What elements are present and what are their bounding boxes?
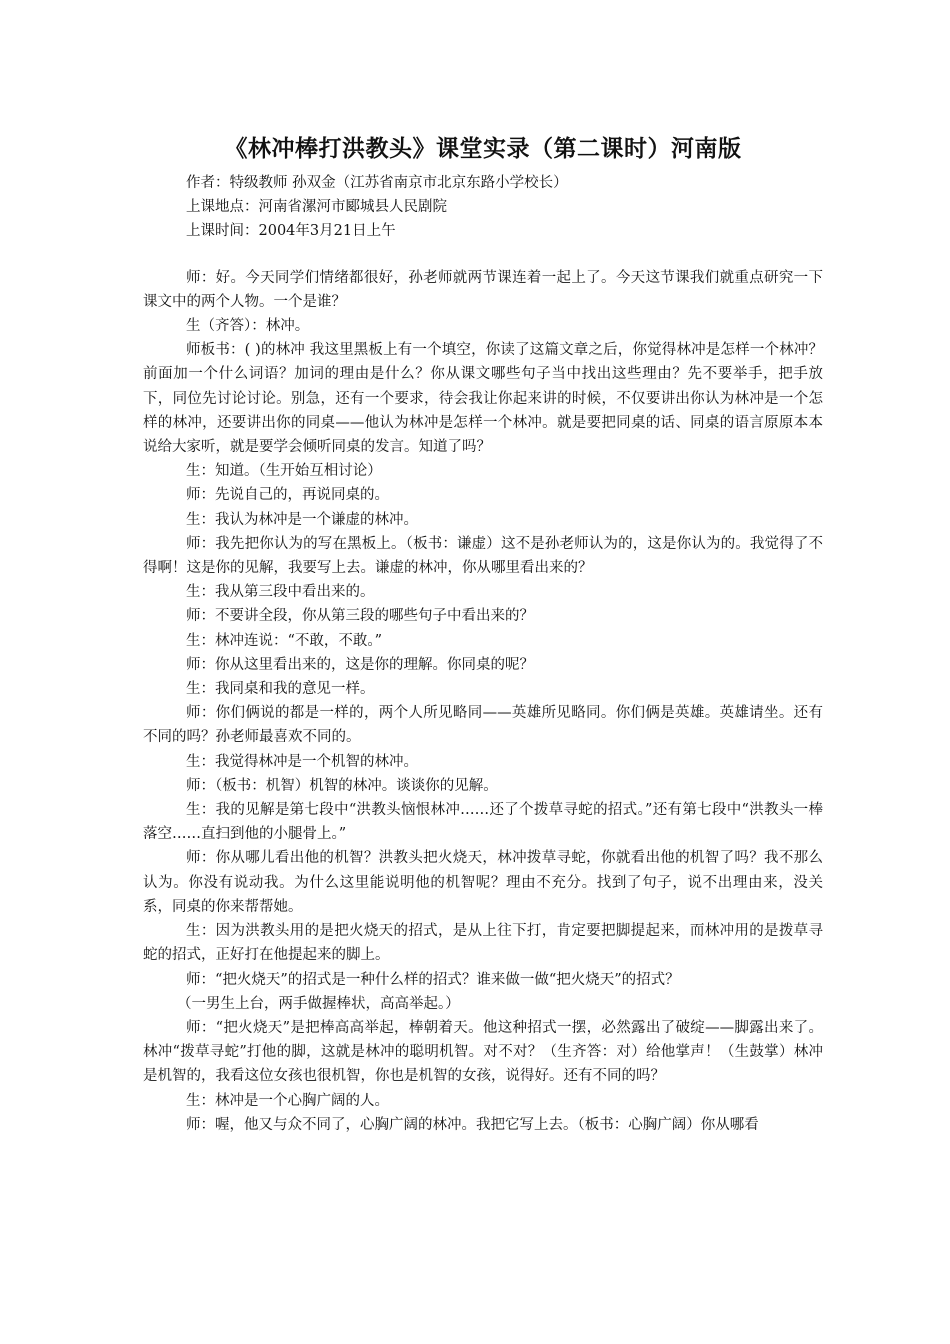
paragraph: 师：“把火烧天”是把棒高高举起，棒朝着天。他这种招式一摆，必然露出了破绽——脚露出来了。林冲“拨草寻蛇”打他的脚，这就是林冲的聪明机智。对不对？（生齐答：对）给他掌声！（生鼓掌）林冲是机智的，我看这位女孩也很机智，你也是机智的女孩，说得好。还有不同的吗？ — [143, 1019, 823, 1085]
paragraph: 生：知道。（生开始互相讨论） — [186, 463, 382, 480]
stage-direction: （一男生上台，两手做握棒状，高高举起。） — [177, 995, 460, 1012]
document-meta — [143, 171, 823, 244]
paragraph: 师：你从这里看出来的，这是你的理解。你同桌的呢？ — [186, 656, 534, 673]
paragraph: 师：我先把你认为的写在黑板上。（板书：谦虚）这不是孙老师认为的，这是你认为的。我觉得了不得啊！这是你的见解，我要写上去。谦虚的林冲，你从哪里看出来的？ — [143, 535, 823, 577]
paragraph: 师：先说自己的，再说同桌的。 — [186, 487, 389, 504]
paragraph: 师：（板书：机智）机智的林冲。谈谈你的见解。 — [186, 777, 498, 794]
paragraph: 生：我同桌和我的意见一样。 — [186, 681, 375, 698]
paragraph: 师：喔，他又与众不同了，心胸广阔的林冲。我把它写上去。（板书：心胸广阔）你从哪看 — [186, 1116, 759, 1133]
paragraph: 生：我认为林冲是一个谦虚的林冲。 — [186, 511, 418, 528]
paragraph: 师：你们俩说的都是一样的，两个人所见略同——英雄所见略同。你们俩是英雄。英雄请坐。还有不同的吗？孙老师最喜欢不同的。 — [143, 705, 823, 746]
document-body — [143, 266, 823, 1137]
meta-location: 上课地点：河南省漯河市郾城县人民剧院 — [186, 199, 447, 216]
paragraph: 师：好。今天同学们情绪都很好，孙老师就两节课连着一起上了。今天这节课我们就重点研究一下课文中的两个人物。一个是谁？ — [143, 269, 823, 310]
paragraph: 生：我从第三段中看出来的。 — [186, 584, 375, 601]
document-title: 《林冲棒打洪教头》课堂实录（第二课时）河南版 — [224, 136, 742, 162]
paragraph: 生：因为洪教头用的是把火烧天的招式，是从上往下打，肯定要把脚提起来，而林冲用的是拨草寻蛇的招式，正好打在他提起来的脚上。 — [143, 923, 823, 964]
paragraph: 生：我觉得林冲是一个机智的林冲。 — [186, 753, 418, 770]
paragraph: 生：林冲是一个心胸广阔的人。 — [186, 1092, 389, 1109]
paragraph: 生：我的见解是第七段中“洪教头恼恨林冲……还了个拨草寻蛇的招式。”还有第七段中“洪教头一棒落空……直扫到他的小腿骨上。” — [143, 802, 823, 843]
document-page — [143, 127, 823, 1137]
paragraph: 师：“把火烧天”的招式是一种什么样的招式？谁来做一做“把火烧天”的招式？ — [186, 971, 680, 988]
paragraph: 师：你从哪儿看出他的机智？洪教头把火烧天，林冲拨草寻蛇，你就看出他的机智了吗？我不那么认为。你没有说动我。为什么这里能说明他的机智呢？理由不充分。找到了句子，说不出理由来，没关系，同桌的你来帮帮她。 — [143, 850, 823, 915]
paragraph: 师板书：( )的林冲 我这里黑板上有一个填空，你读了这篇文章之后，你觉得林冲是怎样一个林冲？前面加一个什么词语？加词的理由是什么？你从课文哪些句子当中找出这些理由？先不要举手，把手放下，同位先讨论讨论。别急，还有一个要求，待会我让你起来讲的时候，不仅要讲出你认为林冲是一个怎样的林冲，还要讲出你的同桌——他认为林冲是怎样一个林冲。就是要把同桌的话、同桌的语言原原本本说给大家听，就是要学会倾听同桌的发言。知道了吗？ — [143, 342, 823, 456]
meta-author: 作者：特级教师 孙双金（江苏省南京市北京东路小学校长） — [186, 175, 568, 191]
paragraph: 生（齐答）：林冲。 — [186, 318, 310, 335]
paragraph: 生：林冲连说：“不敢，不敢。” — [186, 632, 383, 649]
meta-time: 上课时间：2004年3月21日上午 — [186, 223, 396, 240]
paragraph: 师：不要讲全段，你从第三段的哪些句子中看出来的？ — [186, 608, 534, 625]
